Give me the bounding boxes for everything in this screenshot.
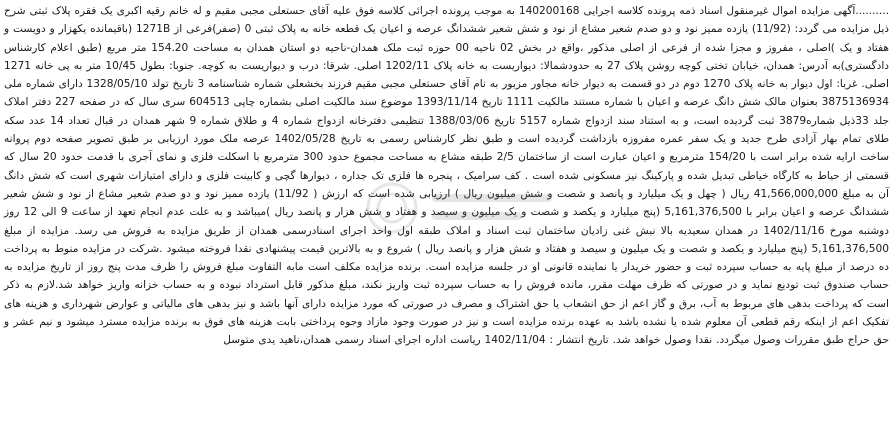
auction-notice-text: ..........آگهی مزایده اموال غیرمنقول اسناد ذمه پرونده کلاسه اجرایی 140200168 به موجب پرونده اجرائی کلاسه فوق علیه آقای حستعلی مجبی مقیم و له خانم رقیه اکبری یک فقره پلاک ثبتی شرح ذیل مزایده می گردد: (11/92) یازده ممیز نود و دو صدم شعیر مشاع از نود و شش شعیر ششدانگ عرصه و اعیان یک قطعه خانه به پلاک ثبتی 0 (صفر)فرعی از 1271B (باقیمانده یکهزار و دویست و هفتاد و یک )اصلی ، مفروز و مجزا شده از فرعی از اصلی مذکور ،واقع در بخش 02 ناحیه 00 حوزه ثبت ملک همدان-ناحیه دو استان همدان به مساحت 154.20 متر مربع (طبق اعلام کارشناس دادگستری)به آدرس: همدان، خیابان تختی کوچه روشن پلاک 27 به حدودشمالا: دیواریست به خانه پلاک 1202/11 اصلی. شرقا: درب و دیواریست به کوچه. جنوبا: بطول 10/45 متر به پی خانه 1271 اصلی. غربا: اول دیوار به خانه پلاک 1270 دوم در دو قسمت به دیوار خانه مجاور مزبور به نام آقای حستعلی مجبی مقیم فرزند بخشعلی شماره شناسنامه 3 تاریخ تولد 1328/05/10 دارای شماره ملی 3875136934 بعنوان مالک شش دانگ عرصه و اعیان با شماره مستند مالکیت 1111 تاریخ 1393/11/14 موضوع سند مالکیت اصلی بشماره چاپی 604513 سری سال که در صفحه 227 دفتر املاک جلد 33ذیل شماره3879 ثبت گردیده است، و به استناد سند ازدواج شماره 5157 تاریخ 1388/03/06 تنظیمی دفترخانه ازدواج شماره 4 و طلاق شماره 9 شهر همدان در قبال تعداد 14 عدد سکه طلای تمام بهار آزادی طرح جدید و یک سفر عمره مفروزه بازداشت گردیده است و طبق نظر کارشناس رسمی به تاریخ 1402/05/28 عرصه ملک مورد ارزیابی بر طبق تصویر صفحه دوم پروانه ساخت ارایه شده برابر است با 154/20 مترمربع و اعیان عبارت است از ساختمان 2/5 طبقه مشاع به مساحت مجموع حدود 300 مترمربع با اسکلت فلزی و نمای آجری با قدمت حدود 20 سال که قسمتی از حیاط به کارگاه خیاطی تبدیل شده و پارکینگ نیز مسکونی شده است . کف سرامیک ، پنجره ها فلزی تک جداره ، دیوارها گچی و کابینت فلزی و دارای امتیازات شهری است که شش دانگ آن به مبلغ 41,566,000,000 ریال ( چهل و یک میلیارد و پانصد و شصت و شش میلیون ریال ) ارزیابی شده است که ارزش ( 11/92) یازده ممیز نود و دو صدم شعیر مشاع از نود و شش شعیر ششدانگ عرصه و اعیان برابر با 5,161,376,500 (پنج میلیارد و یکصد و شصت و یک میلیون و سیصد و هفتاد و شش هزار و پانصد ریال )میباشد و به علت عدم انجام تعهد از ساعت 9 الی 12 روز دوشنبه مورخ 1402/11/16 در همدان سعیدیه بالا نبش غنی زادیان ساختمان ثبت اسناد و املاک طبقه اول واحد اجرای اسنادرسمی همدان از طریق مزایده به فروش می رسد. مزایده از مبلغ 5,161,376,500 (پنج میلیارد و یکصد و شصت و یک میلیون و سیصد و هفتاد و شش هزار و پانصد ریال ) شروع و به بالاترین قیمت پیشنهادی نقدا فروخته میشود .شرکت در مزایده منوط به پرداخت ده درصد از مبلغ پایه به حساب سپرده ثبت و حضور خریدار یا نماینده قانونی او در جلسه مزایده است. برنده مزایده مکلف است مابه التفاوت مبلغ فروش را ظرف مدت پنج روز از تاریخ مزایده به حساب صندوق ثبت تودیع نماید و در صورتی که ظرف مهلت مقرر، مانده فروش را به حساب سپرده ثبت واریز نکند، مبلغ مذکور قابل استرداد نبوده و به حساب خزانه واریز خواهد شد.لازم به ذکر است که پرداخت بدهی های مربوط به آب، برق و گاز اعم از حق انشعاب یا حق اشتراک و مصرف در صورتی که مورد مزایده دارای آنها باشد و نیز بدهی های مالیاتی و عوارض شهرداری و هزینه های تفکیک اعم از اینکه رقم قطعی آن معلوم شده یا نشده باشد به عهده برنده مزایده است و نیز در صورت وجود مازاد وجوه پرداختی بابت هزینه های فوق به برنده مزایده مسترد میشود و نیم عشر و حق حراج طبق مقررات وصول میگردد. نقدا وصول خواهد شد. تاریخ انتشار : 1402/11/04 ریاست اداره اجرای اسناد رسمی همدان،ناهید یدی متوسل [4,5,890,347]
